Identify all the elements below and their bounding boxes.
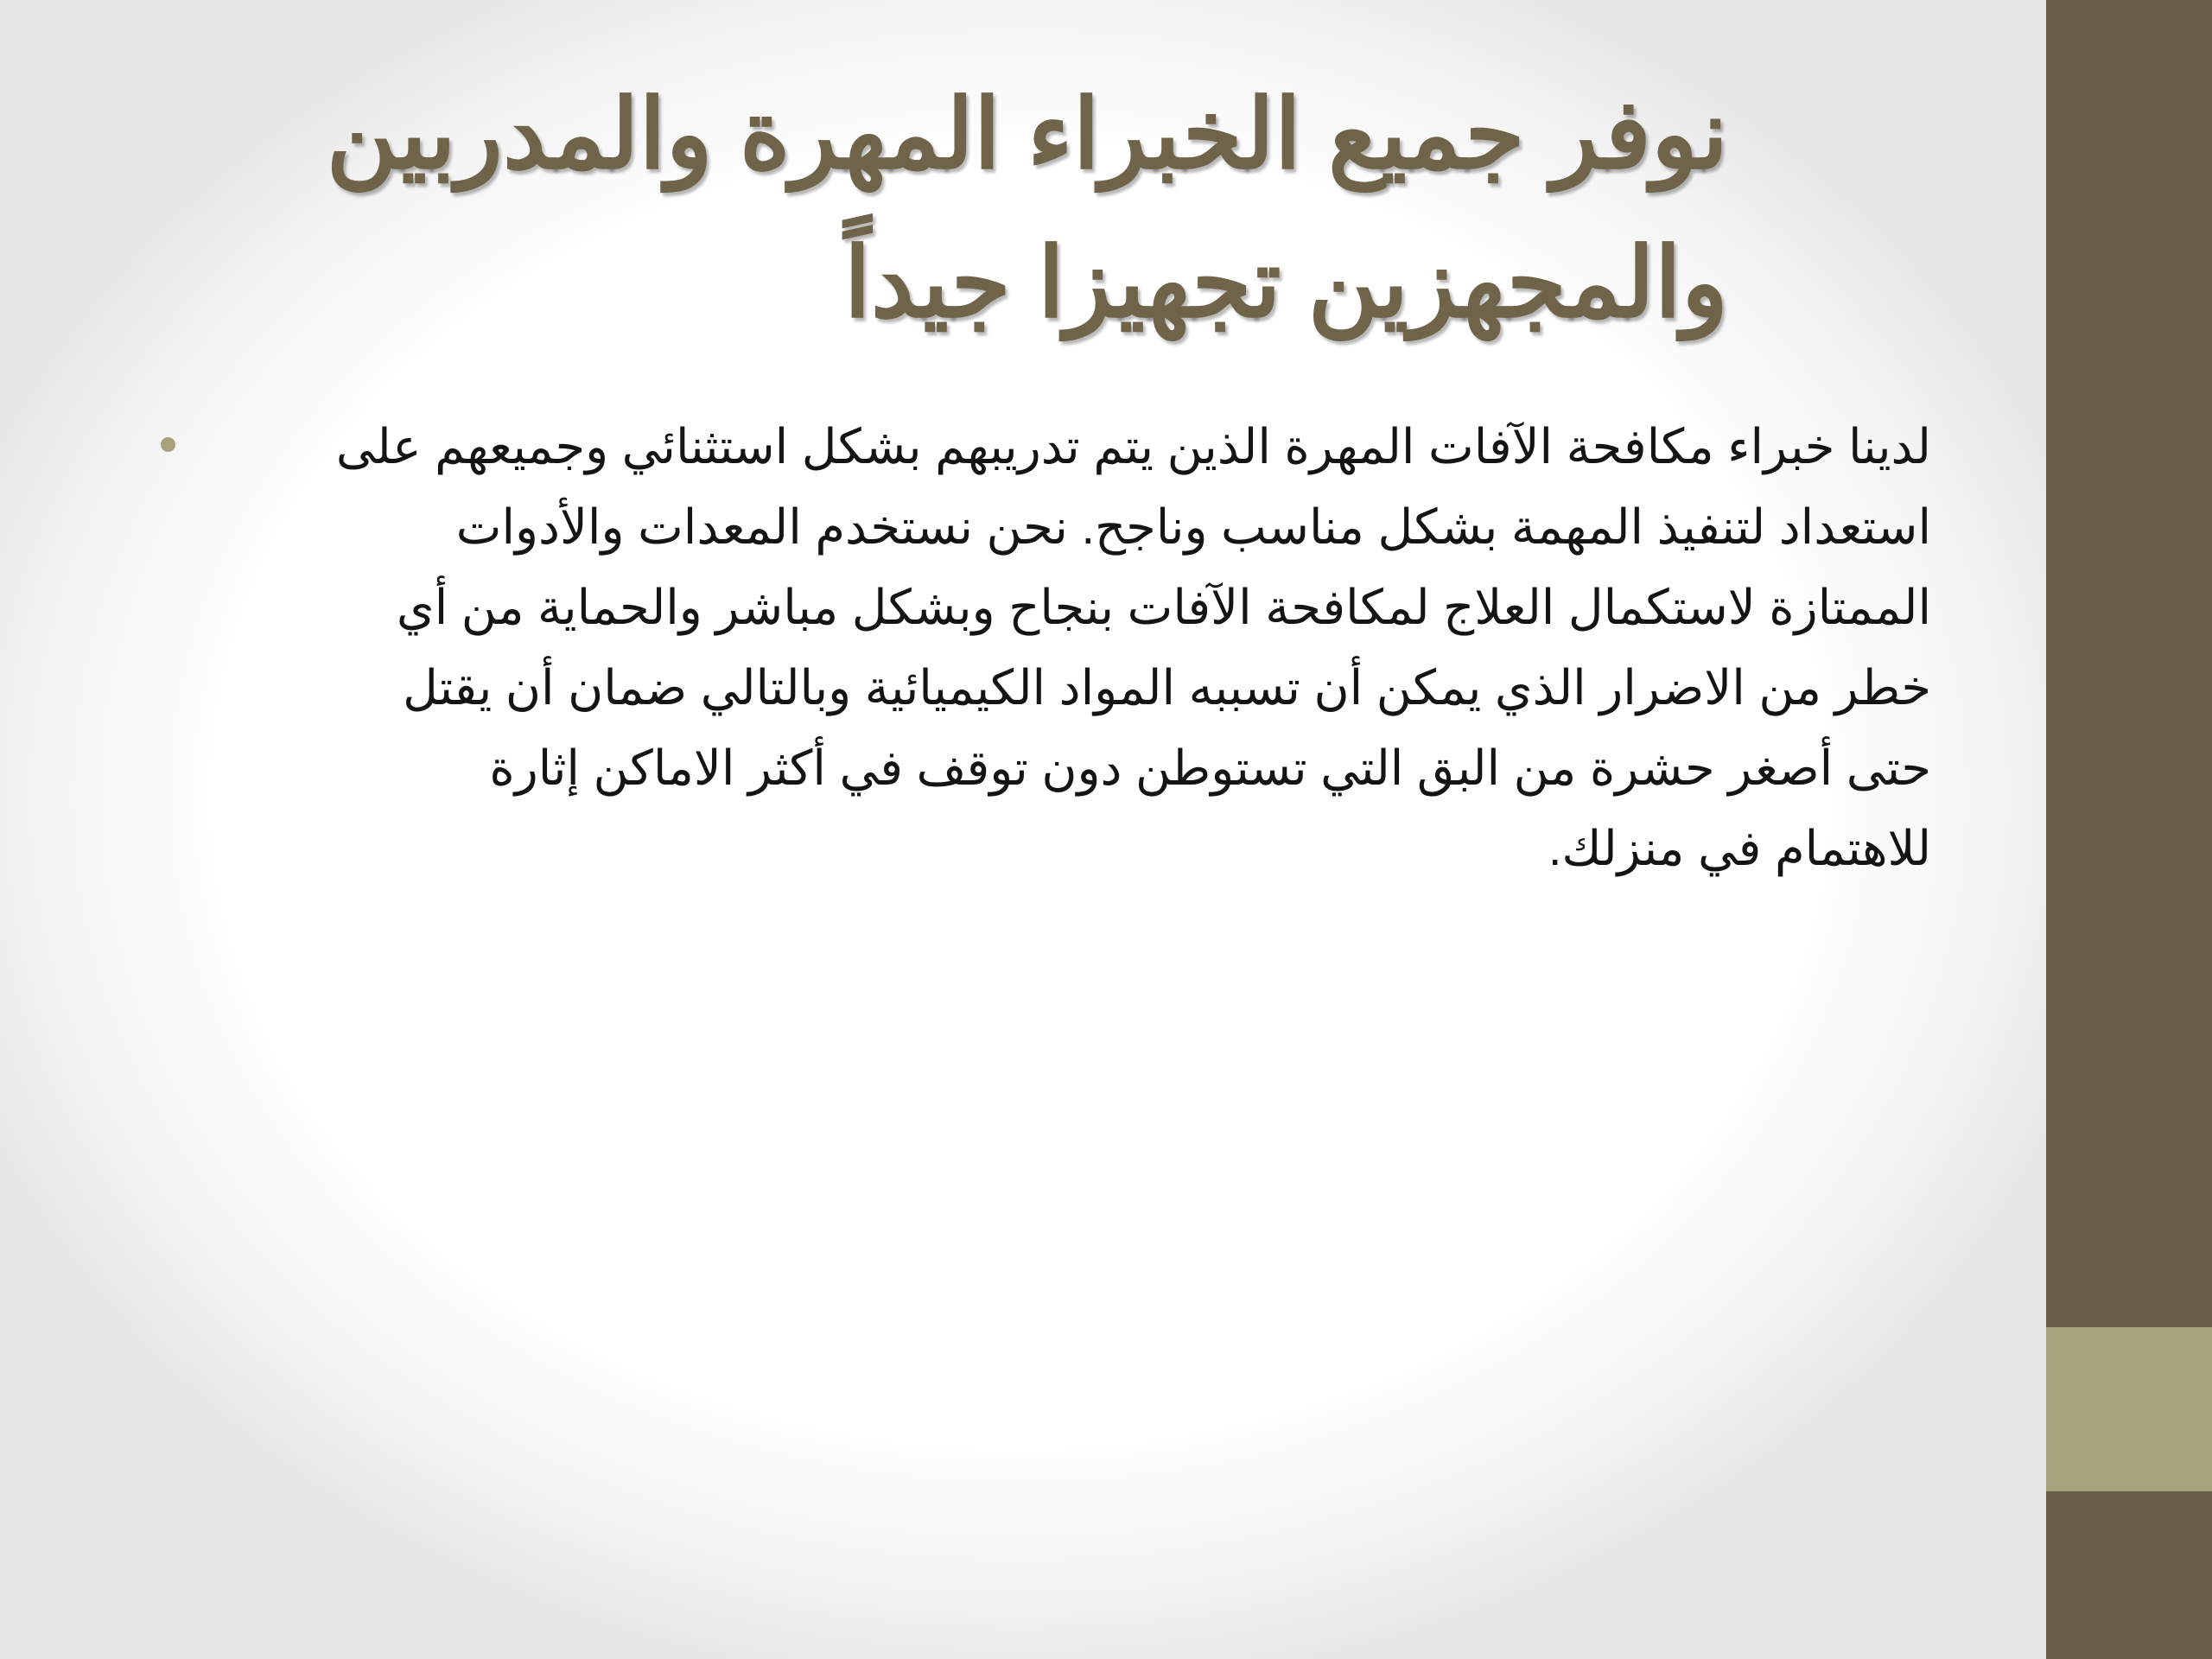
slide-title xyxy=(130,60,1728,358)
title-line-2: والمجهزين تجهيزا جيداً xyxy=(843,229,1728,337)
content-list xyxy=(130,406,1936,888)
body-paragraph xyxy=(220,406,1931,888)
sidebar-accent-block xyxy=(2046,1327,2212,1491)
body-line-3: الممتازة لاستكمال العلاج لمكافحة الآفات بنجاح وبشكل مباشر والحماية من أي xyxy=(396,580,1931,634)
title-line-1: نوفر جميع الخبراء المهرة والمدربين xyxy=(326,80,1728,188)
bullet-icon xyxy=(161,437,175,452)
body-line-6: للاهتمام في منزلك. xyxy=(1548,821,1931,875)
list-item xyxy=(130,406,1931,888)
body-line-2: استعداد لتنفيذ المهمة بشكل مناسب وناجح. نحن نستخدم المعدات والأدوات xyxy=(455,499,1931,554)
body-line-1: لدينا خبراء مكافحة الآفات المهرة الذين يتم تدريبهم بشكل استثنائي وجميعهم على xyxy=(335,419,1931,474)
body-line-4: خطر من الاضرار الذي يمكن أن تسببه المواد الكيميائية وبالتالي ضمان أن يقتل xyxy=(403,660,1931,715)
body-line-5: حتى أصغر حشرة من البق التي تستوطن دون توقف في أكثر الاماكن إثارة xyxy=(489,741,1931,795)
